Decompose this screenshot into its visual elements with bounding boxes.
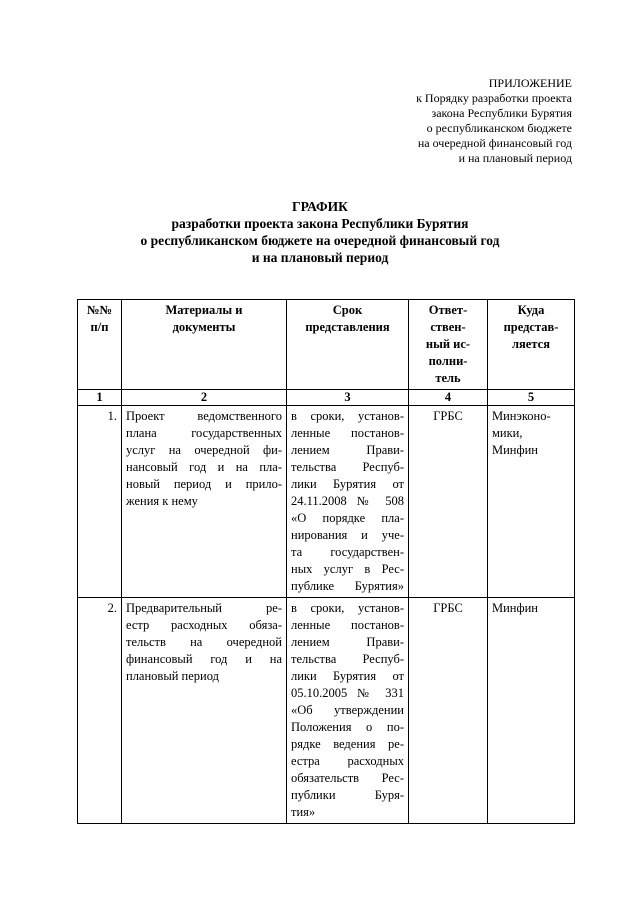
appendix-line: и на плановый период [458,151,572,165]
document-title [0,198,640,266]
appendix-line: на очередной финансовый год [417,136,572,150]
row-executor: ГРБС [409,598,488,824]
table-row [78,406,575,598]
appendix-line: к Порядку разработки проекта [416,91,572,105]
column-number: 1 [78,390,122,406]
title-line: и на плановый период [251,250,389,265]
row-executor: ГРБС [409,406,488,598]
row-materials: Предварительный ре- естр расходных обяза- тельств на очередной финансовый год и на плановый период [122,598,287,824]
row-recipient: Минфин [488,598,575,824]
row-deadline: в сроки, установ- ленные постанов- лением Прави- тельства Респуб- лики Бурятия от 05.10.2005 № 331 «Об утверждении Положения о по- рядке ведения ре- естра расходных обязательств Рес- публики Буря- тия» [287,598,409,824]
appendix-line: о республиканском бюджете [426,121,572,135]
header-number: №№ п/п [78,300,122,390]
column-number: 4 [409,390,488,406]
title-heading: ГРАФИК [292,199,348,214]
appendix-line: закона Республики Бурятия [431,106,572,120]
header-materials: Материалы и документы [122,300,287,390]
appendix-block [416,76,572,166]
column-number: 5 [488,390,575,406]
row-deadline: в сроки, установ- ленные постанов- лением Прави- тельства Респуб- лики Бурятия от 24.11.2008 № 508 «О порядке пла- нирования и уче- та государствен- ных услуг в Рес- публике Бурятия» [287,406,409,598]
table-header-row [78,300,575,390]
column-number: 3 [287,390,409,406]
header-executor: Ответ- ствен- ный ис- полни- тель [409,300,488,390]
row-number: 2. [78,598,122,824]
title-line: о республиканском бюджете на очередной финансовый год [140,233,500,248]
appendix-line: ПРИЛОЖЕНИЕ [488,76,572,90]
schedule-table [77,299,575,824]
header-deadline: Срок представления [287,300,409,390]
row-number: 1. [78,406,122,598]
row-materials: Проект ведомственного плана государственных услуг на очередной фи- нансовый год и на пла- новый период и прило- жения к нему [122,406,287,598]
row-recipient: Минэконо- мики, Минфин [488,406,575,598]
column-number: 2 [122,390,287,406]
table-row [78,598,575,824]
column-number-row [78,390,575,406]
title-line: разработки проекта закона Республики Бурятия [171,216,469,231]
header-recipient: Куда представ- ляется [488,300,575,390]
